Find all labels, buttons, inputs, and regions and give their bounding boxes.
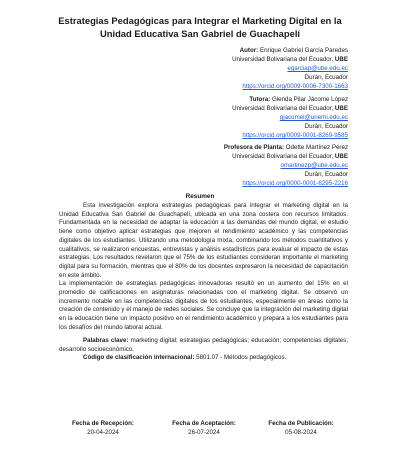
date-received bbox=[48, 420, 158, 437]
author-name: Enrique Gabriel García Paredes bbox=[259, 47, 348, 54]
author-name-line bbox=[224, 143, 348, 152]
author-affiliation bbox=[224, 152, 348, 161]
author-name: Glenda Pilar Jácome López bbox=[271, 96, 348, 103]
author-name-line bbox=[232, 95, 348, 104]
author-location: Durán, Ecuador bbox=[304, 74, 348, 82]
author-block-autor bbox=[232, 46, 348, 91]
classification-text: 5801.07 - Métodos pedagógicos. bbox=[196, 354, 287, 362]
affiliation-acronym: UBE bbox=[334, 56, 348, 64]
author-block-profesora bbox=[224, 143, 348, 188]
author-location: Durán, Ecuador bbox=[304, 123, 348, 131]
date-label: Fecha de Publicación: bbox=[268, 420, 334, 427]
author-role: Profesora de Planta: bbox=[223, 144, 285, 151]
date-published bbox=[246, 420, 356, 437]
author-affiliation bbox=[232, 55, 348, 64]
keywords-label: Palabras clave: bbox=[83, 337, 129, 344]
author-block-tutora bbox=[232, 95, 348, 140]
keywords-line bbox=[59, 337, 348, 354]
date-label: Fecha de Aceptación: bbox=[172, 420, 236, 427]
author-orcid-link[interactable]: https://orcid.org/0009-0006-7300-1663 bbox=[242, 83, 348, 91]
author-orcid-link[interactable]: https://orcid.org/0000-0001-6295-2216 bbox=[242, 180, 348, 188]
author-role: Autor: bbox=[239, 47, 259, 54]
affiliation-text: Universidad Bolivariana del Ecuador, bbox=[232, 56, 334, 64]
author-name: Odette Martínez Pérez bbox=[285, 144, 348, 151]
abstract-heading: Resumen bbox=[185, 193, 215, 200]
author-affiliation bbox=[232, 104, 348, 113]
abstract-paragraph-1: Esta investigación explora estrategias pedagógicas para integrar el marketing digital en la Unidad Educativa San Gabriel de Guachapelí, ubicada en una zona costera con recursos limitados. Fundamentada en la necesidad de adaptar la educación a las demandas del mundo digital, el estudio tiene como objetivo aplicar estrategias que mejoren el rendimiento académico y las competencias digitales de los estudiantes. Utilizando una metodología mixta, combinando los métodos cuantitativos y cualitativos, se realizaron encuestas, entrevistas y análisis estadísticos para evaluar el impacto de estas estrategias. Los resultados revelaron que el 75% de los estudiantes consideran importante el marketing digital para su formación, mientras que el 80% de los docentes expresaron la necesidad de capacitación en este ámbito. bbox=[59, 202, 348, 279]
abstract-body bbox=[59, 202, 348, 333]
classification-label: Código de clasificación internacional: bbox=[83, 354, 195, 362]
author-orcid-link[interactable]: https://orcid.org/0009-0001-8269-9585 bbox=[242, 132, 348, 140]
abstract-paragraph-2: La implementación de estrategias pedagógicas innovadoras resultó en un aumento del 15% en el promedio de calificaciones en asignaturas relacionadas con el marketing digital. Se observó un incremento notable en las competencias digitales de los estudiantes, especialmente en áreas como la creación de contenido y el manejo de redes sociales. Se concluye que la integración del marketing digital en la educación tiene un impacto positivo en el rendimiento académico y prepara a los estudiantes para los desafíos del mundo laboral actual. bbox=[59, 280, 348, 331]
date-accepted bbox=[149, 420, 259, 437]
keywords-text: marketing digital; estrategias pedagógicas; educación; competencias digitales; desarrollo socioeconómico. bbox=[59, 337, 348, 353]
keywords-section bbox=[59, 337, 348, 363]
author-location: Durán, Ecuador bbox=[304, 171, 348, 179]
date-value: 26-07-2024 bbox=[188, 428, 220, 436]
author-name-line bbox=[232, 46, 348, 55]
date-label: Fecha de Recepción: bbox=[72, 420, 134, 427]
affiliation-acronym: UBE bbox=[334, 153, 348, 161]
affiliation-acronym: UBE bbox=[334, 105, 348, 113]
affiliation-text: Universidad Bolivariana del Ecuador, bbox=[232, 153, 334, 161]
author-role: Tutora: bbox=[249, 96, 271, 103]
author-email-link[interactable]: omartinezp@ube.edu.ec bbox=[280, 162, 348, 170]
author-email-link[interactable]: egarciap@ube.edu.ec bbox=[287, 65, 348, 73]
author-email-link[interactable]: gjacomel@unemi.edu.ec bbox=[279, 114, 348, 122]
date-value: 20-04-2024 bbox=[87, 428, 119, 436]
paper-title: Estrategias Pedagógicas para Integrar el Marketing Digital en la Unidad Educativa San Gabriel de Guachapelí bbox=[58, 15, 342, 39]
affiliation-text: Universidad Bolivariana del Ecuador, bbox=[232, 105, 334, 113]
date-value: 05-08-2024 bbox=[285, 428, 317, 436]
classification-line bbox=[59, 354, 348, 363]
